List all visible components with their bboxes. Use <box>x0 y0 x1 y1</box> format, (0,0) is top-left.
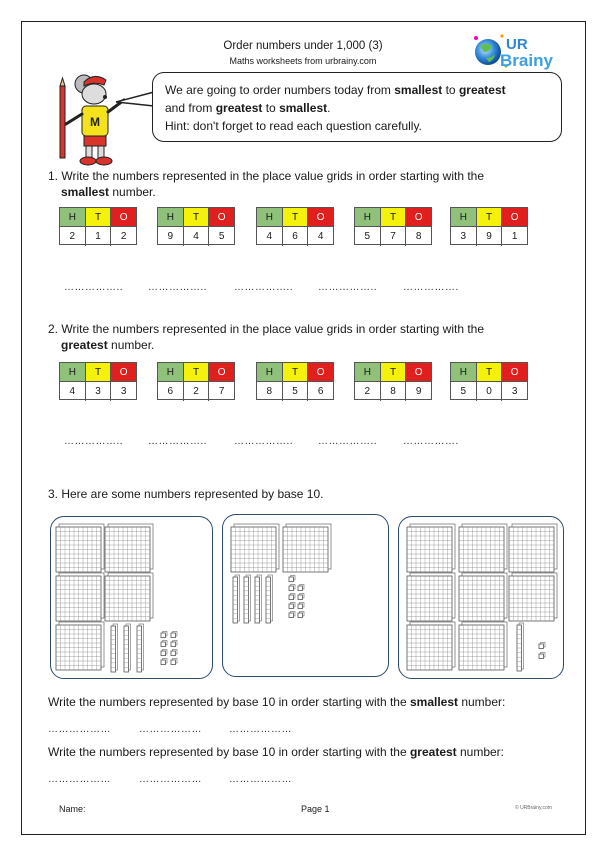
grid-header-tens: T <box>381 208 407 226</box>
place-value-grid <box>157 207 235 245</box>
grid-ones-digit: 9 <box>415 386 422 397</box>
urbrainy-logo <box>470 28 570 76</box>
grid-header-tens: T <box>477 363 503 381</box>
place-value-grid <box>354 207 432 245</box>
question-3-text: 3. Here are some numbers represented by base 10. <box>48 487 324 501</box>
answer-line[interactable]: ……………. <box>403 282 459 293</box>
hundred-flat <box>56 524 104 572</box>
grid-tens-digit: 4 <box>184 227 210 246</box>
grid-header-hundreds: H <box>451 363 477 381</box>
one-cube <box>539 653 545 659</box>
intro-line-2: and from greatest to smallest. <box>165 101 331 115</box>
answer-line[interactable]: ……………… <box>229 724 292 735</box>
one-cube <box>289 594 295 600</box>
grid-ones-digit: 1 <box>511 231 518 242</box>
intro-hint: Hint: don't forget to read each question carefully. <box>165 119 422 133</box>
grid-tens-digit: 6 <box>283 227 309 246</box>
grid-tens-digit: 3 <box>86 382 112 401</box>
one-cube <box>171 641 177 647</box>
ten-rod <box>517 623 524 671</box>
one-cube <box>298 603 304 609</box>
one-cube <box>171 632 177 638</box>
hundred-flat <box>509 573 557 621</box>
base10-set-2 <box>222 514 389 677</box>
grid-header-tens: T <box>381 363 407 381</box>
mouse-mascot <box>50 68 130 168</box>
answer-line[interactable]: …………….. <box>234 282 294 293</box>
grid-header-hundreds: H <box>158 208 184 226</box>
grid-header-ones: O <box>209 363 234 381</box>
grid-hundreds-digit: 6 <box>158 382 184 401</box>
grid-header-ones: O <box>406 363 431 381</box>
grid-hundreds-digit: 2 <box>60 227 86 246</box>
intro-line-1: We are going to order numbers today from smallest to greatest <box>165 83 506 97</box>
grid-ones-digit: 3 <box>120 386 127 397</box>
grid-tens-digit: 0 <box>477 382 503 401</box>
ten-rod <box>266 575 273 623</box>
grid-tens-digit: 1 <box>86 227 112 246</box>
grid-header-hundreds: H <box>451 208 477 226</box>
hundred-flat <box>56 573 104 621</box>
grid-header-hundreds: H <box>60 208 86 226</box>
one-cube <box>289 585 295 591</box>
grid-hundreds-digit: 3 <box>451 227 477 246</box>
hundred-flat <box>407 524 455 572</box>
grid-hundreds-digit: 4 <box>60 382 86 401</box>
grid-hundreds-digit: 9 <box>158 227 184 246</box>
grid-tens-digit: 2 <box>184 382 210 401</box>
one-cube <box>298 612 304 618</box>
answer-line[interactable]: …………….. <box>64 282 124 293</box>
place-value-grid <box>256 362 334 400</box>
ten-rod <box>244 575 251 623</box>
base10-set-3 <box>398 516 564 679</box>
one-cube <box>298 585 304 591</box>
question-3-smallest-instruction: Write the numbers represented by base 10 in order starting with the smallest number: <box>48 695 506 709</box>
hundred-flat <box>283 524 331 572</box>
ten-rod <box>233 575 240 623</box>
one-cube <box>171 659 177 665</box>
grid-hundreds-digit: 2 <box>355 382 381 401</box>
grid-header-tens: T <box>283 208 309 226</box>
hundred-flat <box>509 524 557 572</box>
place-value-grid <box>450 362 528 400</box>
place-value-grid <box>256 207 334 245</box>
hundred-flat <box>105 524 153 572</box>
ten-rod <box>255 575 262 623</box>
one-cube <box>161 659 167 665</box>
ten-rod <box>124 624 131 672</box>
grid-tens-digit: 8 <box>381 382 407 401</box>
grid-ones-digit: 3 <box>511 386 518 397</box>
question-3-greatest-instruction: Write the numbers represented by base 10 in order starting with the greatest number: <box>48 745 505 759</box>
grid-tens-digit: 9 <box>477 227 503 246</box>
grid-header-tens: T <box>184 208 210 226</box>
grid-ones-digit: 5 <box>218 231 225 242</box>
grid-header-ones: O <box>308 363 333 381</box>
grid-header-hundreds: H <box>355 208 381 226</box>
grid-ones-digit: 2 <box>120 231 127 242</box>
grid-ones-digit: 8 <box>415 231 422 242</box>
grid-header-hundreds: H <box>158 363 184 381</box>
grid-header-hundreds: H <box>257 208 283 226</box>
grid-header-ones: O <box>502 208 527 226</box>
hundred-flat <box>56 622 104 670</box>
grid-ones-digit: 7 <box>218 386 225 397</box>
grid-header-tens: T <box>86 208 112 226</box>
grid-header-ones: O <box>111 208 136 226</box>
place-value-grid <box>59 207 137 245</box>
one-cube <box>171 650 177 656</box>
one-cube <box>289 576 295 582</box>
answer-line[interactable]: …………….. <box>64 436 124 447</box>
grid-header-ones: O <box>308 208 333 226</box>
logo-bottom-text: Brainy <box>500 51 553 70</box>
one-cube <box>289 603 295 609</box>
grid-hundreds-digit: 4 <box>257 227 283 246</box>
answer-line[interactable]: …………….. <box>148 282 208 293</box>
answer-line[interactable]: …………….. <box>148 436 208 447</box>
globe-icon <box>475 39 501 65</box>
one-cube <box>161 632 167 638</box>
hundred-flat <box>231 524 279 572</box>
grid-header-tens: T <box>184 363 210 381</box>
grid-hundreds-digit: 8 <box>257 382 283 401</box>
one-cube <box>289 612 295 618</box>
question-1-text: 1. Write the numbers represented in the place value grids in order starting with the smallest number. <box>48 169 485 199</box>
place-value-grid <box>59 362 137 400</box>
hundred-flat <box>459 573 507 621</box>
grid-header-ones: O <box>502 363 527 381</box>
one-cube <box>161 650 167 656</box>
answer-line[interactable]: ……………… <box>139 774 202 785</box>
grid-header-ones: O <box>111 363 136 381</box>
one-cube <box>539 643 545 649</box>
place-value-grid <box>157 362 235 400</box>
grid-header-tens: T <box>86 363 112 381</box>
ten-rod <box>111 624 118 672</box>
hundred-flat <box>459 622 507 670</box>
answer-line[interactable]: …………….. <box>318 282 378 293</box>
grid-header-tens: T <box>477 208 503 226</box>
grid-header-ones: O <box>209 208 234 226</box>
hundred-flat <box>407 622 455 670</box>
answer-line[interactable]: ……………… <box>48 724 111 735</box>
page-title: Order numbers under 1,000 (3) <box>223 40 383 52</box>
answer-line[interactable]: ……………. <box>403 436 459 447</box>
grid-header-hundreds: H <box>60 363 86 381</box>
copyright: © URBrainy.com <box>515 805 552 811</box>
answer-line[interactable]: ……………… <box>48 774 111 785</box>
page-subtitle: Maths worksheets from urbrainy.com <box>229 56 377 66</box>
mascot-shirt-letter: M <box>90 115 100 129</box>
grid-ones-digit: 6 <box>317 386 324 397</box>
page-number: Page 1 <box>301 804 330 814</box>
answer-line[interactable]: ……………… <box>229 774 292 785</box>
grid-tens-digit: 5 <box>283 382 309 401</box>
hundred-flat <box>407 573 455 621</box>
question-2-text: 2. Write the numbers represented in the place value grids in order starting with the greatest number. <box>48 322 485 352</box>
place-value-grid <box>354 362 432 400</box>
place-value-grid <box>450 207 528 245</box>
grid-tens-digit: 7 <box>381 227 407 246</box>
base10-set-1 <box>50 516 213 679</box>
grid-header-hundreds: H <box>257 363 283 381</box>
grid-hundreds-digit: 5 <box>451 382 477 401</box>
logo-top-text: UR <box>506 36 528 53</box>
name-label: Name: <box>59 804 86 814</box>
hundred-flat <box>105 573 153 621</box>
hundred-flat <box>459 524 507 572</box>
grid-header-hundreds: H <box>355 363 381 381</box>
grid-hundreds-digit: 5 <box>355 227 381 246</box>
answer-line[interactable]: ……………… <box>139 724 202 735</box>
one-cube <box>161 641 167 647</box>
intro-speech-bubble <box>152 72 562 142</box>
answer-line[interactable]: …………….. <box>318 436 378 447</box>
answer-line[interactable]: …………….. <box>234 436 294 447</box>
ten-rod <box>137 624 144 672</box>
grid-header-ones: O <box>406 208 431 226</box>
one-cube <box>298 594 304 600</box>
grid-header-tens: T <box>283 363 309 381</box>
grid-ones-digit: 4 <box>317 231 324 242</box>
